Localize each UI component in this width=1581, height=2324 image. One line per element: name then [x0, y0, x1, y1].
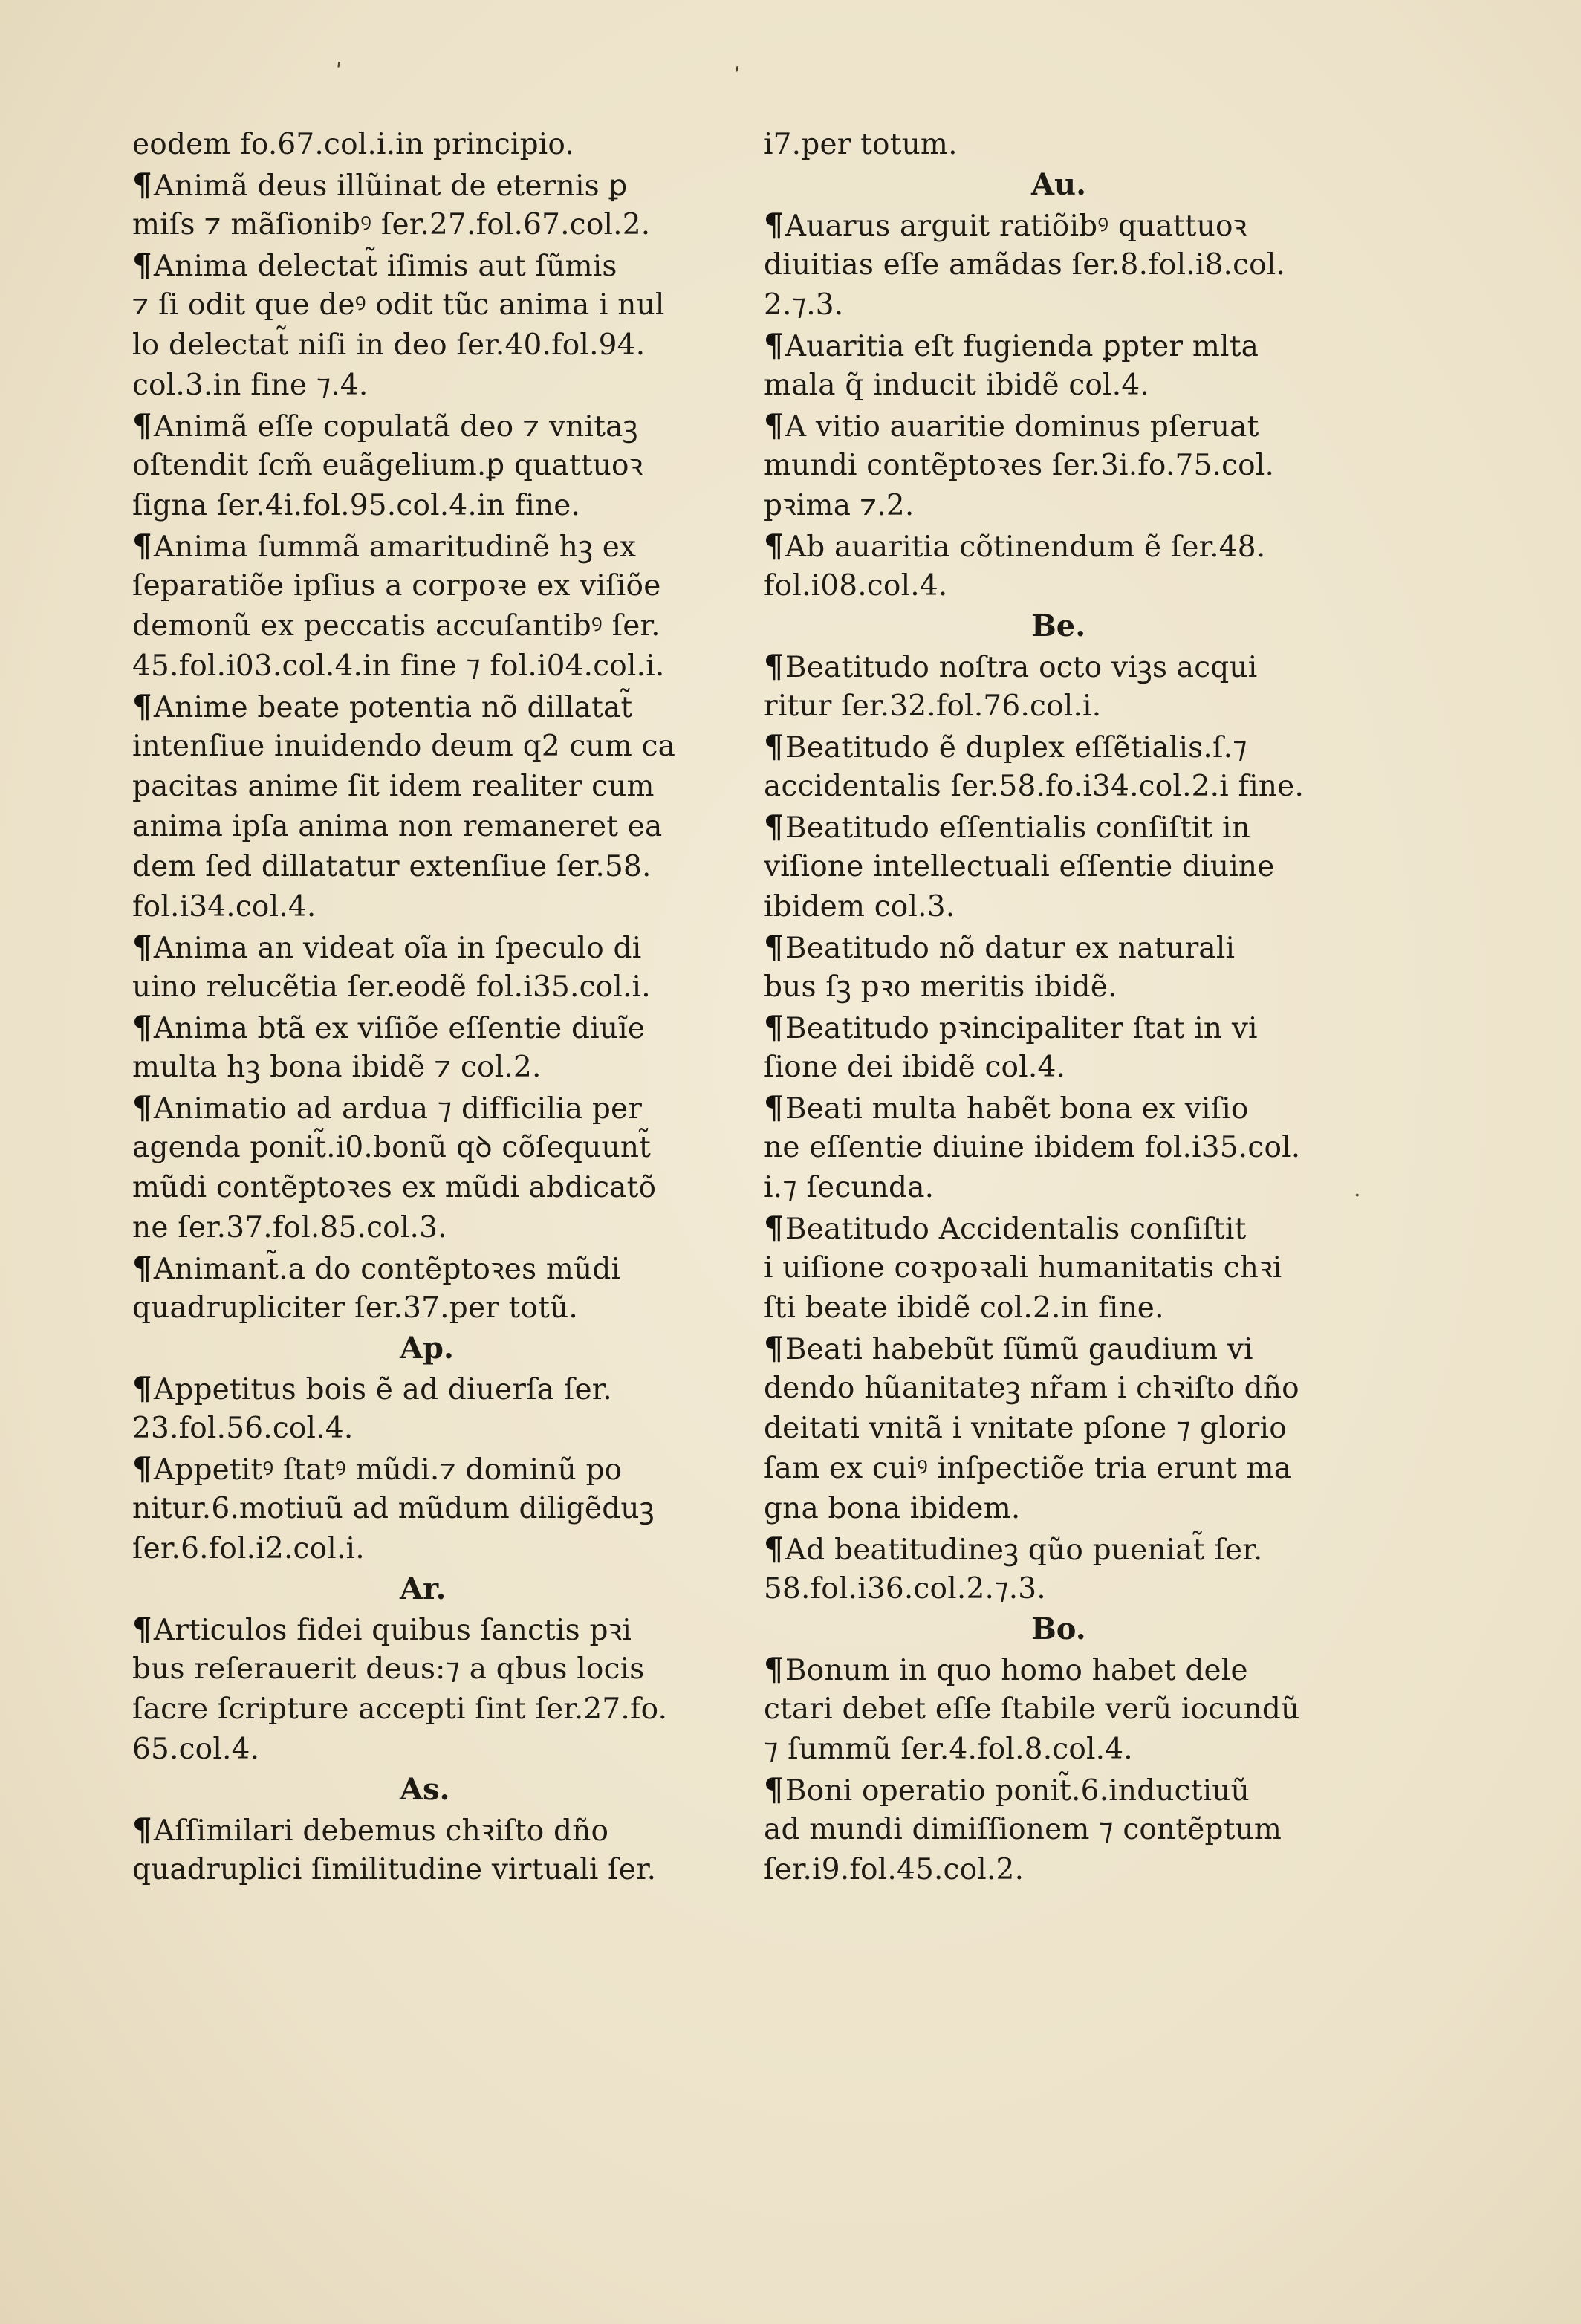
- entry-text: Beatitudo nõ datur ex naturali: [785, 932, 1236, 965]
- text-line: dendo hũanitateꝫ nr̃am i chꝛiſto dño: [764, 1372, 1299, 1405]
- section-heading: As.: [400, 1772, 450, 1807]
- text-line: i uiſione coꝛpoꝛali humanitatis chꝛi: [764, 1251, 1282, 1285]
- index-entry: [132, 1369, 749, 1409]
- entry-text: Appetitꝰ ſtatꝰ mũdi.⁊ dominũ po: [153, 1453, 623, 1487]
- entry-text: Anima delectat̃ iſimis aut ſũmis: [153, 250, 617, 283]
- index-entry: [764, 1529, 1380, 1569]
- entry-text: Animatio ad ardua ⁊ difficilia per: [153, 1092, 643, 1126]
- index-entry: [132, 927, 749, 967]
- text-line: ⁊ ſummũ ſer.4.fol.8.col.4.: [764, 1733, 1133, 1766]
- text-line: diuitias eſſe amãdas ſer.8.fol.i8.col.: [764, 248, 1286, 282]
- text-line: col.3.in fine ⁊.4.: [132, 369, 369, 402]
- index-entry: [764, 325, 1380, 366]
- paragraph-mark-icon: ¶: [132, 528, 152, 564]
- text-line: fol.i08.col.4.: [764, 569, 948, 603]
- paragraph-mark-icon: ¶: [764, 929, 784, 965]
- text-line: viſione intellectuali eſſentie diuine: [764, 850, 1275, 883]
- section-heading: Au.: [1031, 167, 1087, 202]
- paragraph-mark-icon: ¶: [132, 1450, 152, 1487]
- entry-text: Beatitudo Accidentalis conſiſtit: [785, 1213, 1247, 1246]
- text-line: ſti beate ibidẽ col.2.in fine.: [764, 1291, 1164, 1325]
- paragraph-mark-icon: ¶: [764, 1009, 784, 1045]
- index-entry: [132, 1449, 749, 1489]
- paragraph-mark-icon: ¶: [132, 247, 152, 283]
- entry-text: Anime beate potentia nõ dillatat̃: [153, 691, 633, 724]
- paragraph-mark-icon: ¶: [764, 327, 784, 363]
- text-line: mũdi contẽptoꝛes ex mũdi abdicatõ: [132, 1171, 657, 1204]
- text-line: pꝛima ⁊.2.: [764, 489, 915, 522]
- paragraph-mark-icon: ¶: [764, 648, 784, 684]
- text-line: agenda ponit̃.i0.bonũ qꝺ cõſequunt̃: [132, 1131, 652, 1164]
- text-line: oſtendit ſcm̃ euãgelium.ꝑ quattuoꝛ: [132, 449, 643, 482]
- entry-text: Bonum in quo homo habet dele: [785, 1654, 1248, 1687]
- paragraph-mark-icon: ¶: [132, 929, 152, 965]
- section-heading: Be.: [1031, 608, 1086, 643]
- paragraph-mark-icon: ¶: [764, 207, 784, 243]
- text-line: multa hꝫ bona ibidẽ ⁊ col.2.: [132, 1051, 542, 1084]
- paragraph-mark-icon: ¶: [132, 1370, 152, 1406]
- right-column: [764, 125, 1380, 1890]
- text-line: lo delectat̃ niſi in deo ſer.40.fol.94.: [132, 328, 646, 362]
- index-entry: [764, 727, 1380, 767]
- ink-speck: ʹ: [734, 64, 741, 90]
- entry-text: Ab auaritia cõtinendum ẽ ſer.48.: [785, 530, 1266, 564]
- text-line: demonũ ex peccatis accuſantibꝰ ſer.: [132, 609, 660, 643]
- section-heading: Ap.: [400, 1331, 454, 1366]
- entry-text: Auaritia eſt fugienda ꝑpter mlta: [785, 330, 1259, 363]
- text-line: gna bona ibidem.: [764, 1492, 1021, 1525]
- text-line: mala q̃ inducit ibidẽ col.4.: [764, 369, 1149, 402]
- index-entry: [764, 205, 1380, 245]
- text-line: accidentalis ſer.58.fo.i34.col.2.i fine.: [764, 770, 1305, 803]
- paragraph-mark-icon: ¶: [764, 407, 784, 444]
- section-heading: Ar.: [400, 1571, 447, 1606]
- index-entry: [132, 1810, 749, 1850]
- text-line: uino relucẽtia ſer.eodẽ fol.i35.col.i.: [132, 970, 651, 1004]
- text-line: ſigna ſer.4i.fol.95.col.4.in fine.: [132, 489, 581, 522]
- text-line: eodem fo.67.col.i.in principio.: [132, 128, 575, 161]
- index-entry: [132, 526, 749, 566]
- text-line: ne eſſentie diuine ibidem fol.i35.col.: [764, 1131, 1301, 1164]
- entry-text: Ad beatitudineꝫ qũo pueniat̃ ſer.: [785, 1533, 1263, 1567]
- paragraph-mark-icon: ¶: [764, 528, 784, 564]
- index-entry: [764, 927, 1380, 967]
- entry-text: Beatitudo pꝛincipaliter ſtat in vi: [785, 1012, 1258, 1045]
- text-line: i.⁊ ſecunda.: [764, 1171, 935, 1204]
- paragraph-mark-icon: ¶: [132, 166, 152, 203]
- entry-text: Animant̃.a do contẽptoꝛes mũdi: [153, 1253, 621, 1286]
- text-line: ctari debet eſſe ſtabile verũ iocundũ: [764, 1692, 1300, 1726]
- text-line: quadrupliciter ſer.37.per totũ.: [132, 1291, 578, 1325]
- index-entry: [764, 807, 1380, 847]
- text-line: nitur.6.motiuũ ad mũdum diligẽduꝫ: [132, 1492, 655, 1525]
- ink-speck: ·: [1354, 1183, 1361, 1209]
- entry-text: Anima ſummã amaritudinẽ hꝫ ex: [153, 530, 637, 564]
- entry-text: A vitio auaritie dominus pſeruat: [785, 410, 1259, 444]
- text-line: ſeparatiõe ipſius a corpoꝛe ex viſiõe: [132, 569, 661, 603]
- index-entry: [132, 1248, 749, 1288]
- index-entry: [132, 245, 749, 285]
- text-line: fol.i34.col.4.: [132, 890, 316, 924]
- text-line: mundi contẽptoꝛes ſer.3i.fo.75.col.: [764, 449, 1275, 482]
- text-line: 2.⁊.3.: [764, 288, 844, 322]
- text-line: bus reſerauerit deus:⁊ a qbus locis: [132, 1652, 645, 1686]
- paragraph-mark-icon: ¶: [132, 1250, 152, 1286]
- text-line: ⁊ ſi odit que deꝰ odit tũc anima i nul: [132, 288, 665, 322]
- text-line: anima ipſa anima non remaneret ea: [132, 810, 663, 843]
- index-entry: [764, 1208, 1380, 1248]
- entry-text: Articulos fidei quibus ſanctis pꝛi: [153, 1614, 632, 1647]
- entry-text: Beati habebũt ſũmũ gaudium vi: [785, 1333, 1253, 1366]
- paragraph-mark-icon: ¶: [764, 728, 784, 765]
- entry-text: Boni operatio ponit̃.6.inductiuũ: [785, 1774, 1250, 1808]
- entry-text: Animã deus illũinat de eternis ꝑ: [153, 169, 628, 203]
- text-line: 45.fol.i03.col.4.in fine ⁊ fol.i04.col.i.: [132, 649, 665, 683]
- index-entry: [132, 406, 749, 446]
- text-line: 23.fol.56.col.4.: [132, 1412, 354, 1445]
- entry-text: Anima an videat oĩa in ſpeculo di: [153, 932, 642, 965]
- paragraph-mark-icon: ¶: [132, 1611, 152, 1647]
- paragraph-mark-icon: ¶: [764, 1330, 784, 1366]
- paragraph-mark-icon: ¶: [764, 1651, 784, 1687]
- index-entry: [132, 687, 749, 727]
- text-line: deitati vnitã i vnitate pſone ⁊ glorio: [764, 1412, 1287, 1445]
- text-line: intenſiue inuidendo deum q2 cum ca: [132, 730, 676, 763]
- entry-text: Beatitudo eſſentialis conſiſtit in: [785, 811, 1250, 845]
- entry-text: Beatitudo noſtra octo viꝫs acqui: [785, 651, 1258, 684]
- paragraph-mark-icon: ¶: [132, 1009, 152, 1045]
- text-line: dem ſed dillatatur extenſiue ſer.58.: [132, 850, 652, 883]
- index-entry: [132, 165, 749, 205]
- paragraph-mark-icon: ¶: [132, 688, 152, 724]
- text-line: ritur ſer.32.fol.76.col.i.: [764, 689, 1102, 723]
- ink-speck: ʹ: [336, 59, 343, 85]
- paragraph-mark-icon: ¶: [764, 1531, 784, 1567]
- index-entry: [764, 1649, 1380, 1690]
- paragraph-mark-icon: ¶: [764, 808, 784, 845]
- index-entry: [764, 526, 1380, 566]
- text-line: miſs ⁊ mãſionibꝰ ſer.27.fol.67.col.2.: [132, 208, 651, 241]
- text-line: ſione dei ibidẽ col.4.: [764, 1051, 1066, 1084]
- text-line: ſer.6.fol.i2.col.i.: [132, 1532, 365, 1565]
- entry-text: Animã eſſe copulatã deo ⁊ vnitaꝫ: [153, 410, 638, 444]
- text-line: ne ſer.37.fol.85.col.3.: [132, 1211, 447, 1244]
- text-line: ſer.i9.fol.45.col.2.: [764, 1853, 1025, 1886]
- text-line: i7.per totum.: [764, 128, 958, 161]
- paragraph-mark-icon: ¶: [764, 1771, 784, 1808]
- index-entry: [764, 1088, 1380, 1128]
- index-entry: [132, 1007, 749, 1048]
- index-entry: [764, 406, 1380, 446]
- index-entry: [764, 1328, 1380, 1369]
- entry-text: Aſſimilari debemus chꝛiſto dño: [153, 1814, 609, 1848]
- text-line: bus ſꝫ pꝛo meritis ibidẽ.: [764, 970, 1117, 1004]
- left-column: [132, 125, 749, 1890]
- text-line: pacitas anime ſit idem realiter cum: [132, 770, 655, 803]
- text-line: ſacre ſcripture accepti ſint ſer.27.fo.: [132, 1692, 668, 1726]
- text-line: 65.col.4.: [132, 1733, 260, 1766]
- index-entry: [764, 1007, 1380, 1048]
- index-entry: [764, 1770, 1380, 1810]
- text-line: 58.fol.i36.col.2.⁊.3.: [764, 1572, 1046, 1606]
- entry-text: Beatitudo ẽ duplex eſſẽtialis.ſ.⁊: [785, 731, 1247, 765]
- paragraph-mark-icon: ¶: [132, 1089, 152, 1126]
- index-entry: [132, 1088, 749, 1128]
- entry-text: Appetitus bois ẽ ad diuerſa ſer.: [153, 1373, 612, 1406]
- text-line: ſam ex cuiꝰ inſpectiõe tria erunt ma: [764, 1452, 1292, 1485]
- paragraph-mark-icon: ¶: [764, 1210, 784, 1246]
- entry-text: Auarus arguit ratiõibꝰ quattuoꝛ: [785, 210, 1247, 243]
- text-line: quadruplici ſimilitudine virtuali ſer.: [132, 1853, 657, 1886]
- index-entry: [132, 1609, 749, 1649]
- entry-text: Beati multa habẽt bona ex viſio: [785, 1092, 1249, 1126]
- index-entry: [764, 646, 1380, 687]
- paragraph-mark-icon: ¶: [132, 1811, 152, 1848]
- text-line: ibidem col.3.: [764, 890, 955, 924]
- paragraph-mark-icon: ¶: [132, 407, 152, 444]
- text-line: ad mundi dimiſſionem ⁊ contẽptum: [764, 1813, 1282, 1846]
- section-heading: Bo.: [1031, 1611, 1086, 1646]
- entry-text: Anima btã ex viſiõe eſſentie diuĩe: [153, 1012, 646, 1045]
- paragraph-mark-icon: ¶: [764, 1089, 784, 1126]
